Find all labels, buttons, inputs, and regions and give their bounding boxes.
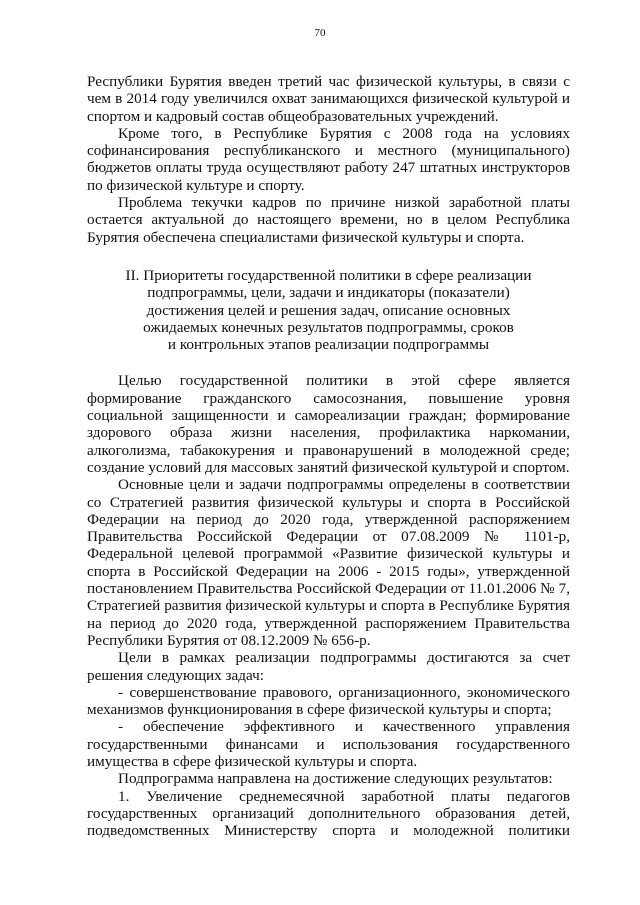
paragraph-strategy-basis: Основные цели и задачи подпрограммы определены в соответствии со Стратегией развития физической культуры и спорта в Российской Федерации на период до 2020 года, утвержденной распоряжением Правительства Российской Федерации от 07.08.2009 № 1101-р, Федеральной целевой программой «Развитие физической культуры и спорта в Российской Федерации на 2006 - 2015 годы», утвержденной постановлением Правительства Российской Федерации от 11.01.2006 № 7, Стратегией развития физической культуры и спорта в Республике Бурятия на период до 2020 года, утвержденной распоряжением Правительства Республики Бурятия от 08.12.2009 № 656-р. [87,476,570,649]
section-heading [87,267,570,353]
section-heading-line: и контрольных этапов реализации подпрограммы [167,336,490,354]
paragraph-tasks-intro: Цели в рамках реализации подпрограммы достигаются за счет решения следующих задач: [87,649,570,684]
document-body [87,73,570,839]
section-heading-line: достижения целей и решения задач, описание основных [146,301,511,319]
result-item-salary: 1. Увеличение среднемесячной заработной платы педагогов государственных организаций дополнительного образования детей, подведомственных Министерству спорта и молодежной политики [87,787,570,840]
paragraph-instructors: Кроме того, в Республике Бурятия с 2008 года на условиях софинансирования республиканского и местного (муниципального) бюджетов оплаты труда осуществляют работу 247 штатных инструкторов по физической культуре и спорту. [87,124,570,194]
paragraph-staff-turnover: Проблема текучки кадров по причине низкой заработной платы остается актуальной до настоящего времени, но в целом Республика Бурятия обеспечена специалистами физической культуры и спорта. [87,194,570,246]
paragraph-physical-education-hour: Республики Бурятия введен третий час физической культуры, в связи с чем в 2014 году увеличился охват занимающихся физической культурой и спортом и кадровый состав общеобразовательных учреждений. [87,73,570,125]
page-number: 70 [314,27,326,39]
task-item-legal-mechanisms: - совершенствование правового, организационного, экономического механизмов функционирования в сфере физической культуры и спорта; [87,683,570,719]
section-heading-line: подпрограммы, цели, задачи и индикаторы (показатели) [147,284,510,302]
paragraph-policy-goal: Целью государственной политики в этой сфере является формирование гражданского самосознания, повышение уровня социальной защищенности и самореализации граждан; формирование здорового образа жизни населения, профилактика наркомании, алкоголизма, табакокурения и правонарушений в молодежной среде; создание условий для массовых занятий физической культурой и спортом. [87,372,570,476]
section-heading-line: II. Приоритеты государственной политики в сфере реализации [125,266,532,284]
section-heading-line: ожидаемых конечных результатов подпрограммы, сроков [143,318,514,336]
paragraph-results-intro: Подпрограмма направлена на достижение следующих результатов: [118,770,553,788]
task-item-finance-management: - обеспечение эффективного и качественного управления государственными финансами и использования государственного имущества в сфере физической культуры и спорта. [87,718,570,770]
